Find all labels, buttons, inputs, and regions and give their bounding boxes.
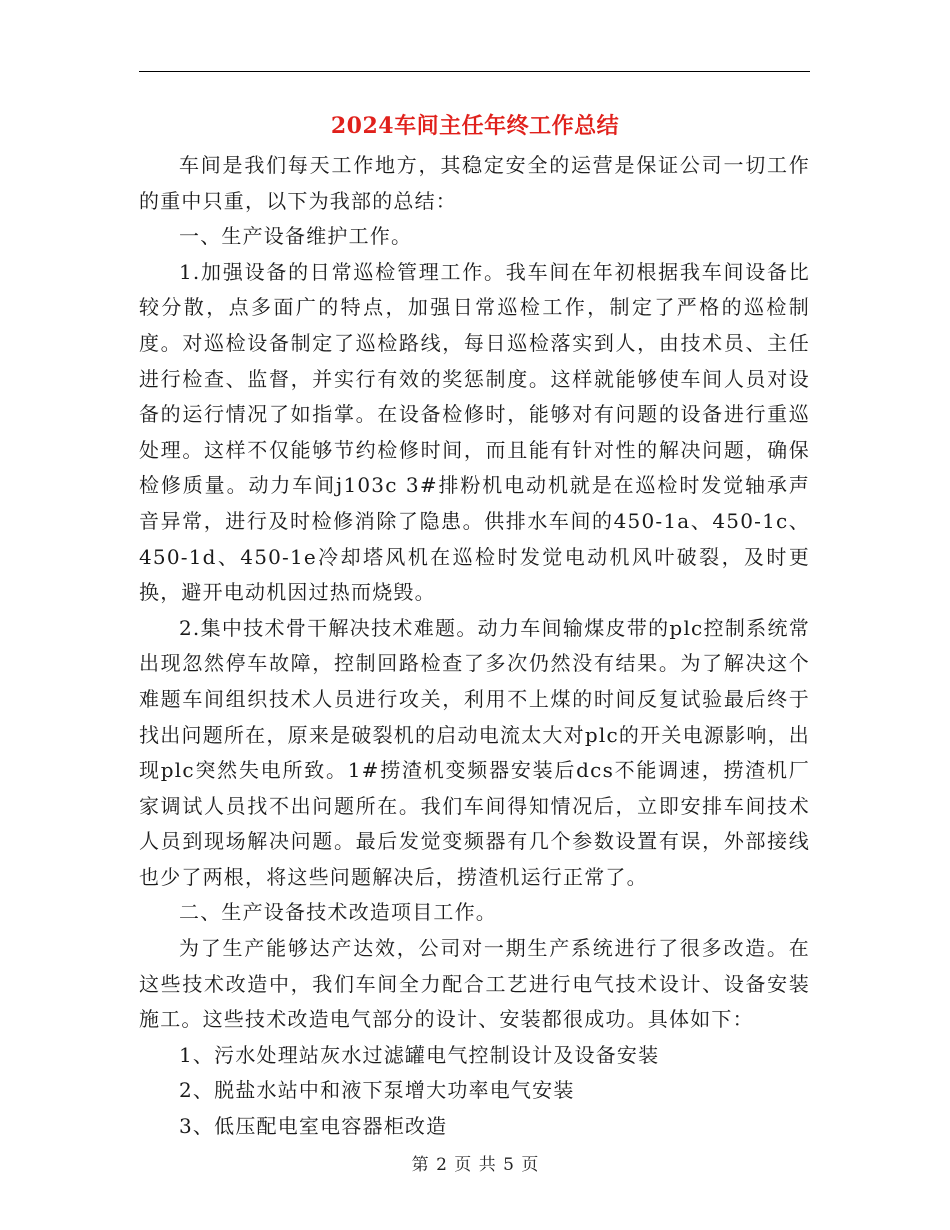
document-body: [139, 148, 810, 1145]
paragraph-1-2: 2.集中技术骨干解决技术难题。动力车间输煤皮带的plc控制系统常出现忽然停车故障，控制回路检查了多次仍然没有结果。为了解决这个难题车间组织技术人员进行攻关，利用不上煤的时间反复试验最后终于找出问题所在，原来是破裂机的启动电流太大对plc的开关电源影响，出现plc突然失电所致。1#捞渣机变频器安装后dcs不能调速，捞渣机厂家调试人员找不出问题所在。我们车间得知情况后，立即安排车间技术人员到现场解决问题。最后发觉变频器有几个参数设置有误，外部接线也少了两根，将这些问题解决后，捞渣机运行正常了。: [139, 615, 810, 889]
section-heading-2: 二、生产设备技术改造项目工作。: [179, 900, 497, 925]
intro-paragraph: 车间是我们每天工作地方，其稳定安全的运营是保证公司一切工作的重中只重，以下为我部的总结：: [139, 153, 810, 213]
list-item: 3、低压配电室电容器柜改造: [179, 1114, 448, 1139]
header-rule: [139, 71, 810, 72]
page-footer: 第 2 页 共 5 页: [411, 1155, 539, 1175]
paragraph-1-1: 1.加强设备的日常巡检管理工作。我车间在年初根据我车间设备比较分散，点多面广的特点，加强日常巡检工作，制定了严格的巡检制度。对巡检设备制定了巡检路线，每日巡检落实到人，由技术员、主任进行检查、监督，并实行有效的奖惩制度。这样就能够使车间人员对设备的运行情况了如指掌。在设备检修时，能够对有问题的设备进行重巡处理。这样不仅能够节约检修时间，而且能有针对性的解决问题，确保检修质量。动力车间j103c 3#排粉机电动机就是在巡检时发觉轴承声音异常，进行及时检修消除了隐患。供排水车间的450-1a、450-1c、450-1d、450-1e冷却塔风机在巡检时发觉电动机风叶破裂，及时更换，避开电动机因过热而烧毁。: [139, 259, 810, 605]
list-item: 1、污水处理站灰水过滤罐电气控制设计及设备安装: [179, 1042, 660, 1067]
document-title: 2024车间主任年终工作总结: [330, 113, 620, 139]
section-heading-1: 一、生产设备维护工作。: [179, 224, 413, 249]
paragraph-2-intro: 为了生产能够达产达效，公司对一期生产系统进行了很多改造。在这些技术改造中，我们车间全力配合工艺进行电气技术设计、设备安装施工。这些技术改造电气部分的设计、安装都很成功。具体如下：: [139, 936, 810, 1032]
list-item: 2、脱盐水站中和液下泵增大功率电气安装: [179, 1078, 575, 1103]
